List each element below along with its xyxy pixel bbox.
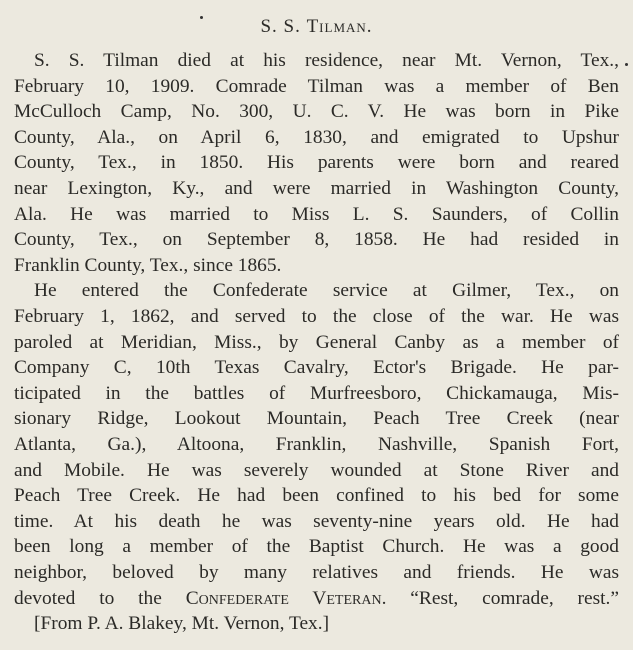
text-line: Atlanta, Ga.), Altoona, Franklin, Nashville, Spanish Fort, <box>14 434 619 455</box>
text-fragment: . “Rest, comrade, rest.” <box>381 587 619 609</box>
text-line: Peach Tree Creek. He had been confined to his bed for some <box>14 485 619 507</box>
text-line: County, Tex., in 1850. His parents were born and reared <box>14 152 619 174</box>
text-line: County, Ala., on April 6, 1830, and emigrated to Upshur <box>14 126 619 148</box>
text-line: near Lexington, Ky., and were married in Washington County, <box>14 178 619 199</box>
magazine-name: Confederate Veteran <box>185 587 382 609</box>
text-line: paroled at Meridian, Miss., by General Canby as a member of <box>14 331 619 353</box>
text-fragment: devoted to the <box>14 587 186 609</box>
text-line: He entered the Confederate service at Gilmer, Tex., on <box>34 280 619 302</box>
text-line: neighbor, beloved by many relatives and friends. He was <box>14 562 619 583</box>
text-line <box>14 586 619 612</box>
obituary-title <box>0 16 633 38</box>
attribution-line: [From P. A. Blakey, Mt. Vernon, Tex.] <box>34 613 330 635</box>
text-line: February 1, 1862, and served to the close of the war. He was <box>14 306 619 327</box>
text-line: Company C, 10th Texas Cavalry, Ector's Brigade. He par- <box>14 357 619 379</box>
text-line: Ala. He was married to Miss L. S. Saunders, of Collin <box>14 203 619 225</box>
text-line: ticipated in the battles of Murfreesboro, Chickamauga, Mis- <box>14 382 619 404</box>
text-line: sionary Ridge, Lookout Mountain, Peach Tree Creek (near <box>14 408 619 430</box>
text-line: been long a member of the Baptist Church. He was a good <box>14 536 619 558</box>
text-line: McCulloch Camp, No. 300, U. C. V. He was born in Pike <box>14 101 619 123</box>
text-line: February 10, 1909. Comrade Tilman was a member of Ben <box>14 75 619 97</box>
text-line: Franklin County, Tex., since 1865. <box>14 254 282 276</box>
text-line: and Mobile. He was severely wounded at Stone River and <box>14 459 619 481</box>
print-speck <box>625 63 628 66</box>
text-line: S. S. Tilman died at his residence, near Mt. Vernon, Tex., <box>34 50 619 71</box>
text-line: County, Tex., on September 8, 1858. He had resided in <box>14 229 619 251</box>
title-initials: S. S. <box>260 16 301 37</box>
title-surname: Tilman. <box>306 16 373 37</box>
text-line: time. At his death he was seventy-nine years old. He had <box>14 510 619 532</box>
